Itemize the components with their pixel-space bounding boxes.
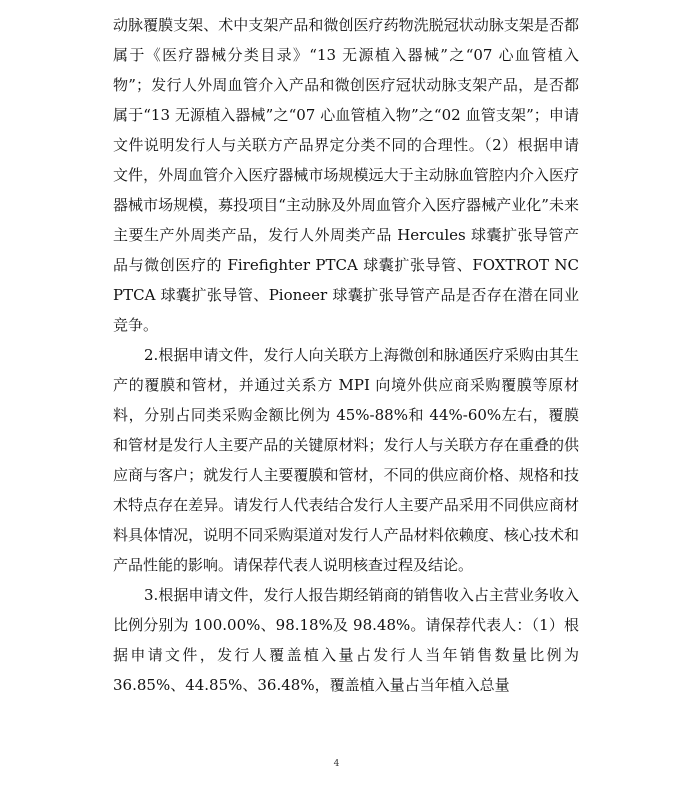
paragraph-item-2: 2.根据申请文件，发行人向关联方上海微创和脉通医疗采购由其生产的覆膜和管材，并通过关系方 MPI 向境外供应商采购覆膜等原材料，分别占同类采购金额比例为 45%-88%和 44%-60%左右，覆膜和管材是发行人主要产品的关键原材料；发行人与关联方存在重叠的供应商与客户；就发行人主要覆膜和管材，不同的供应商价格、规格和技术特点存在差异。请发行人代表结合发行人主要产品采用不同供应商材料具体情况，说明不同采购渠道对发行人产品材料依赖度、核心技术和产品性能的影响。请保荐代表人说明核查过程及结论。 <box>113 346 579 574</box>
page-number: 4 <box>333 759 340 769</box>
paragraph-continued: 动脉覆膜支架、术中支架产品和微创医疗药物洗脱冠状动脉支架是否都属于《医疗器械分类目录》“13 无源植入器械”之“07 心血管植入物”；发行人外周血管介入产品和微创医疗冠状动脉支架产品，是否都属于“13 无源植入器械”之“07 心血管植入物”之“02 血管支架”；申请文件说明发行人与关联方产品界定分类不同的合理性。（2）根据申请文件，外周血管介入医疗器械市场规模远大于主动脉血管腔内介入医疗器械市场规模，募投项目“主动脉及外周血管介入医疗器械产业化”未来主要生产外周类产品，发行人外周类产品 Hercules 球囊扩张导管产品与微创医疗的 Firefighter PTCA 球囊扩张导管、FOXTROT NC PTCA 球囊扩张导管、Pioneer 球囊扩张导管产品是否存在潜在同业竞争。 <box>113 16 579 334</box>
paragraph-item-3: 3.根据申请文件，发行人报告期经销商的销售收入占主营业务收入比例分别为 100.00%、98.18%及 98.48%。请保荐代表人：（1）根据申请文件，发行人覆盖植入量占发行人当年销售数量比例为 36.85%、44.85%、36.48%，覆盖植入量占当年植入总量 <box>113 586 579 694</box>
